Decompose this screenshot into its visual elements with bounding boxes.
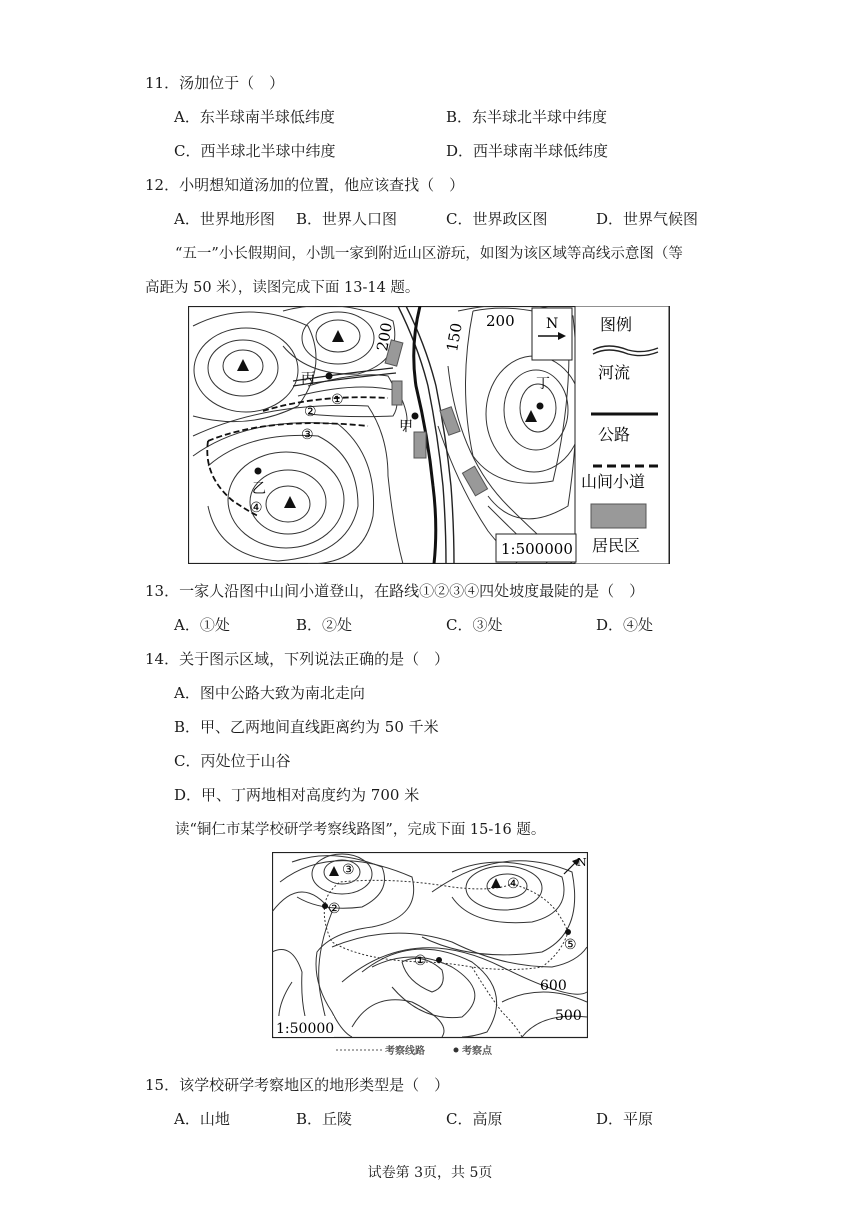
q15-option-c: C．高原	[446, 1110, 503, 1128]
q13-option-a: A．①处	[174, 616, 230, 634]
q11-option-c: C．西半球北半球中纬度	[174, 142, 336, 160]
q13-stem: 13．一家人沿图中山间小道登山，在路线①②③④四处坡度最陡的是（ ）	[145, 582, 645, 600]
legend-road: 公路	[598, 425, 631, 444]
page-footer: 试卷第 3页，共 5页	[367, 1165, 493, 1181]
q15-option-a: A．山地	[174, 1110, 230, 1128]
point-1: ①	[414, 953, 427, 969]
legend-title: 图例	[600, 315, 633, 334]
q15-stem: 15．该学校研学考察地区的地形类型是（ ）	[145, 1076, 450, 1094]
route-1: ①	[331, 392, 344, 408]
place-jia: 甲	[399, 419, 413, 435]
legend-river: 河流	[598, 363, 631, 382]
q13-option-b: B．②处	[296, 616, 353, 634]
route-3: ③	[301, 427, 314, 443]
contour-label-500: 500	[555, 1008, 582, 1024]
intro-15-16: 读“铜仁市某学校研学考察线路图”，完成下面 15-16 题。	[175, 822, 546, 838]
legend-point: 考察点	[462, 1046, 492, 1057]
intro-13-14-line2: 高距为 50 米），读图完成下面 13-14 题。	[145, 280, 420, 296]
q14-option-b: B．甲、乙两地间直线距离约为 50 千米	[174, 718, 439, 736]
legend-route: 考察线路	[385, 1046, 425, 1057]
q12-option-d: D．世界气候图	[596, 210, 699, 228]
q11-option-b: B．东半球北半球中纬度	[446, 108, 608, 126]
q11-option-a: A．东半球南半球低纬度	[174, 108, 335, 126]
place-ding: 丁	[536, 376, 550, 392]
contour-map-1	[188, 306, 670, 564]
q14-option-c: C．丙处位于山谷	[174, 752, 291, 770]
q12-stem: 12．小明想知道汤加的位置，他应该查找（ ）	[145, 176, 465, 194]
q11-option-d: D．西半球南半球低纬度	[446, 142, 609, 160]
point-5: ⑤	[564, 937, 577, 953]
point-4: ④	[507, 876, 520, 892]
contour-label-200-a: 200	[373, 321, 396, 353]
map2-scale: 1:50000	[276, 1021, 335, 1037]
route-4: ④	[250, 500, 263, 516]
q14-stem: 14．关于图示区域，下列说法正确的是（ ）	[145, 650, 450, 668]
q12-option-c: C．世界政区图	[446, 210, 548, 228]
q12-option-b: B．世界人口图	[296, 210, 398, 228]
intro-13-14-line1: “五一”小长假期间，小凯一家到附近山区游玩，如图为该区域等高线示意图（等	[175, 246, 683, 262]
map1-scale: 1:500000	[501, 540, 573, 558]
place-yi: 乙	[252, 481, 266, 497]
q11-stem: 11．汤加位于（ ）	[145, 74, 285, 92]
q15-option-d: D．平原	[596, 1110, 654, 1128]
q13-option-d: D．④处	[596, 616, 654, 634]
point-2: ②	[328, 901, 341, 917]
q12-option-a: A．世界地形图	[174, 210, 275, 228]
route-2: ②	[304, 404, 317, 420]
q15-option-b: B．丘陵	[296, 1110, 353, 1128]
place-bing: 丙	[301, 371, 315, 387]
north-label-1: N	[546, 316, 559, 332]
q14-option-a: A．图中公路大致为南北走向	[174, 684, 365, 702]
legend-trail: 山间小道	[581, 472, 646, 491]
q13-option-c: C．③处	[446, 616, 503, 634]
q14-option-d: D．甲、丁两地相对高度约为 700 米	[174, 786, 420, 804]
contour-label-600: 600	[540, 978, 567, 994]
contour-map-2	[272, 852, 588, 1060]
north-label-2: N	[577, 856, 587, 869]
contour-label-200-b: 200	[486, 312, 515, 330]
legend-settlement: 居民区	[592, 536, 641, 555]
contour-label-150: 150	[443, 321, 466, 353]
point-3: ③	[342, 862, 355, 878]
